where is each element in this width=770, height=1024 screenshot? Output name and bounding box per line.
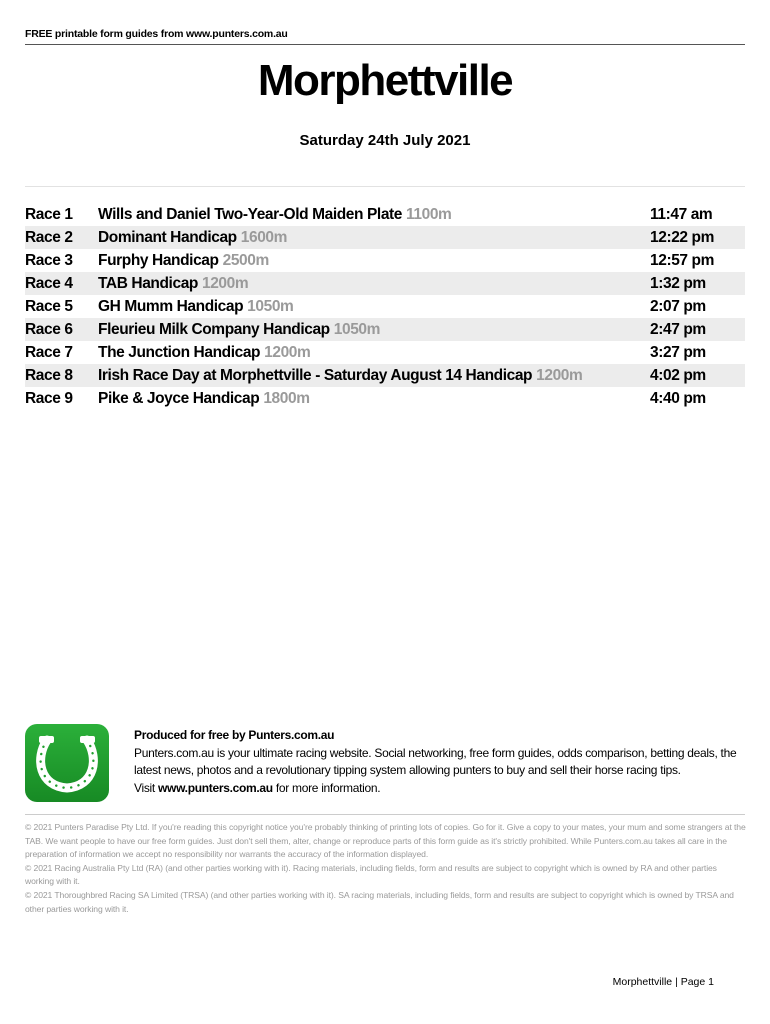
visit-suffix: for more information. — [272, 780, 381, 795]
race-name — [98, 367, 650, 385]
race-name — [98, 344, 650, 362]
race-row — [25, 249, 745, 272]
race-row — [25, 364, 745, 387]
race-number: Race 6 — [25, 320, 73, 338]
race-distance: 1200m — [201, 274, 249, 292]
race-row — [25, 226, 745, 249]
race-title: GH Mumm Handicap — [98, 297, 244, 315]
promo-visit — [134, 780, 746, 798]
race-number: Race 1 — [25, 205, 73, 223]
race-number: Race 2 — [25, 228, 73, 246]
promo-block — [134, 727, 746, 797]
race-distance: 1200m — [264, 343, 311, 361]
promo-title: Produced for free by Punters.com.au — [134, 728, 335, 742]
punters-logo — [25, 724, 109, 802]
race-row — [25, 341, 745, 364]
copyright-notice — [25, 821, 747, 916]
section-divider — [25, 186, 745, 187]
race-title: Wills and Daniel Two-Year-Old Maiden Plate — [98, 205, 403, 223]
race-name — [98, 298, 650, 316]
race-distance: 1050m — [247, 297, 294, 315]
race-row — [25, 387, 745, 410]
race-name — [98, 206, 650, 224]
race-number: Race 4 — [25, 274, 73, 292]
copyright-paragraph: © 2021 Thoroughbred Racing SA Limited (TRSA) (and other parties working with it). SA racing materials, including fields, form and results are subject to copyright which is owned by TRSA and other parties working with it. — [25, 889, 734, 914]
page-title: Morphettville — [257, 56, 513, 105]
race-title: Pike & Joyce Handicap — [98, 389, 260, 407]
race-name — [98, 275, 650, 293]
race-time: 11:47 am — [650, 205, 713, 223]
race-distance: 1100m — [406, 205, 452, 223]
race-time: 12:22 pm — [650, 228, 714, 246]
race-distance: 1600m — [240, 228, 288, 246]
race-name — [98, 229, 650, 247]
race-title: TAB Handicap — [98, 274, 198, 292]
race-distance: 2500m — [222, 251, 269, 269]
race-number: Race 3 — [25, 251, 73, 269]
race-row — [25, 272, 745, 295]
race-time: 2:07 pm — [650, 297, 706, 315]
race-number: Race 7 — [25, 343, 73, 361]
race-title: Furphy Handicap — [98, 251, 219, 269]
race-row — [25, 203, 745, 226]
punters-link[interactable]: www.punters.com.au — [158, 780, 273, 795]
race-number: Race 8 — [25, 366, 73, 384]
race-title: The Junction Handicap — [98, 343, 261, 361]
race-distance: 1050m — [333, 320, 381, 338]
race-time: 2:47 pm — [650, 320, 706, 338]
top-note: FREE printable form guides from www.punters.com.au — [25, 28, 288, 40]
race-title: Irish Race Day at Morphettville - Saturday August 14 Handicap — [98, 366, 533, 384]
race-time: 12:57 pm — [650, 251, 714, 269]
race-date: Saturday 24th July 2021 — [299, 132, 471, 149]
race-time: 1:32 pm — [650, 274, 706, 292]
race-name — [98, 252, 650, 270]
race-title: Dominant Handicap — [98, 228, 237, 246]
race-distance: 1800m — [263, 389, 310, 407]
race-list — [25, 203, 745, 410]
race-row — [25, 318, 745, 341]
race-time: 4:40 pm — [650, 389, 706, 407]
race-number: Race 9 — [25, 389, 73, 407]
legal-divider — [25, 814, 745, 815]
race-time: 4:02 pm — [650, 366, 706, 384]
race-name — [98, 390, 650, 408]
race-time: 3:27 pm — [650, 343, 706, 361]
top-divider — [25, 44, 745, 45]
race-number: Race 5 — [25, 297, 73, 315]
promo-body: Punters.com.au is your ultimate racing website. Social networking, free form guides, odds comparison, betting deals, the latest news, photos and a revolutionary tipping system allowing punters to buy and sell their horse racing tips. — [134, 745, 737, 777]
copyright-paragraph: © 2021 Punters Paradise Pty Ltd. If you're reading this copyright notice you're probably thinking of printing lots of copies. Go for it. Give a copy to your mates, your mum and some strangers at the TAB. We want people to have our free form guides. Just don't sell them, alter, change or reproduce parts of this form guide as it's strictly prohibited. While Punters.com.au takes all care in the preparation of information we accept no responsibility nor warrants the accuracy of the information displayed. — [25, 822, 746, 860]
race-distance: 1200m — [536, 366, 583, 384]
race-name — [98, 321, 650, 339]
horseshoe-icon — [25, 724, 109, 802]
race-title: Fleurieu Milk Company Handicap — [98, 320, 330, 338]
visit-prefix: Visit — [134, 780, 158, 795]
copyright-paragraph: © 2021 Racing Australia Pty Ltd (RA) (and other parties working with it). Racing materials, including fields, form and results are subject to copyright which is owned by RA and other parties working with it. — [25, 862, 717, 887]
race-row — [25, 295, 745, 318]
page-footer: Morphettville | Page 1 — [612, 976, 714, 988]
